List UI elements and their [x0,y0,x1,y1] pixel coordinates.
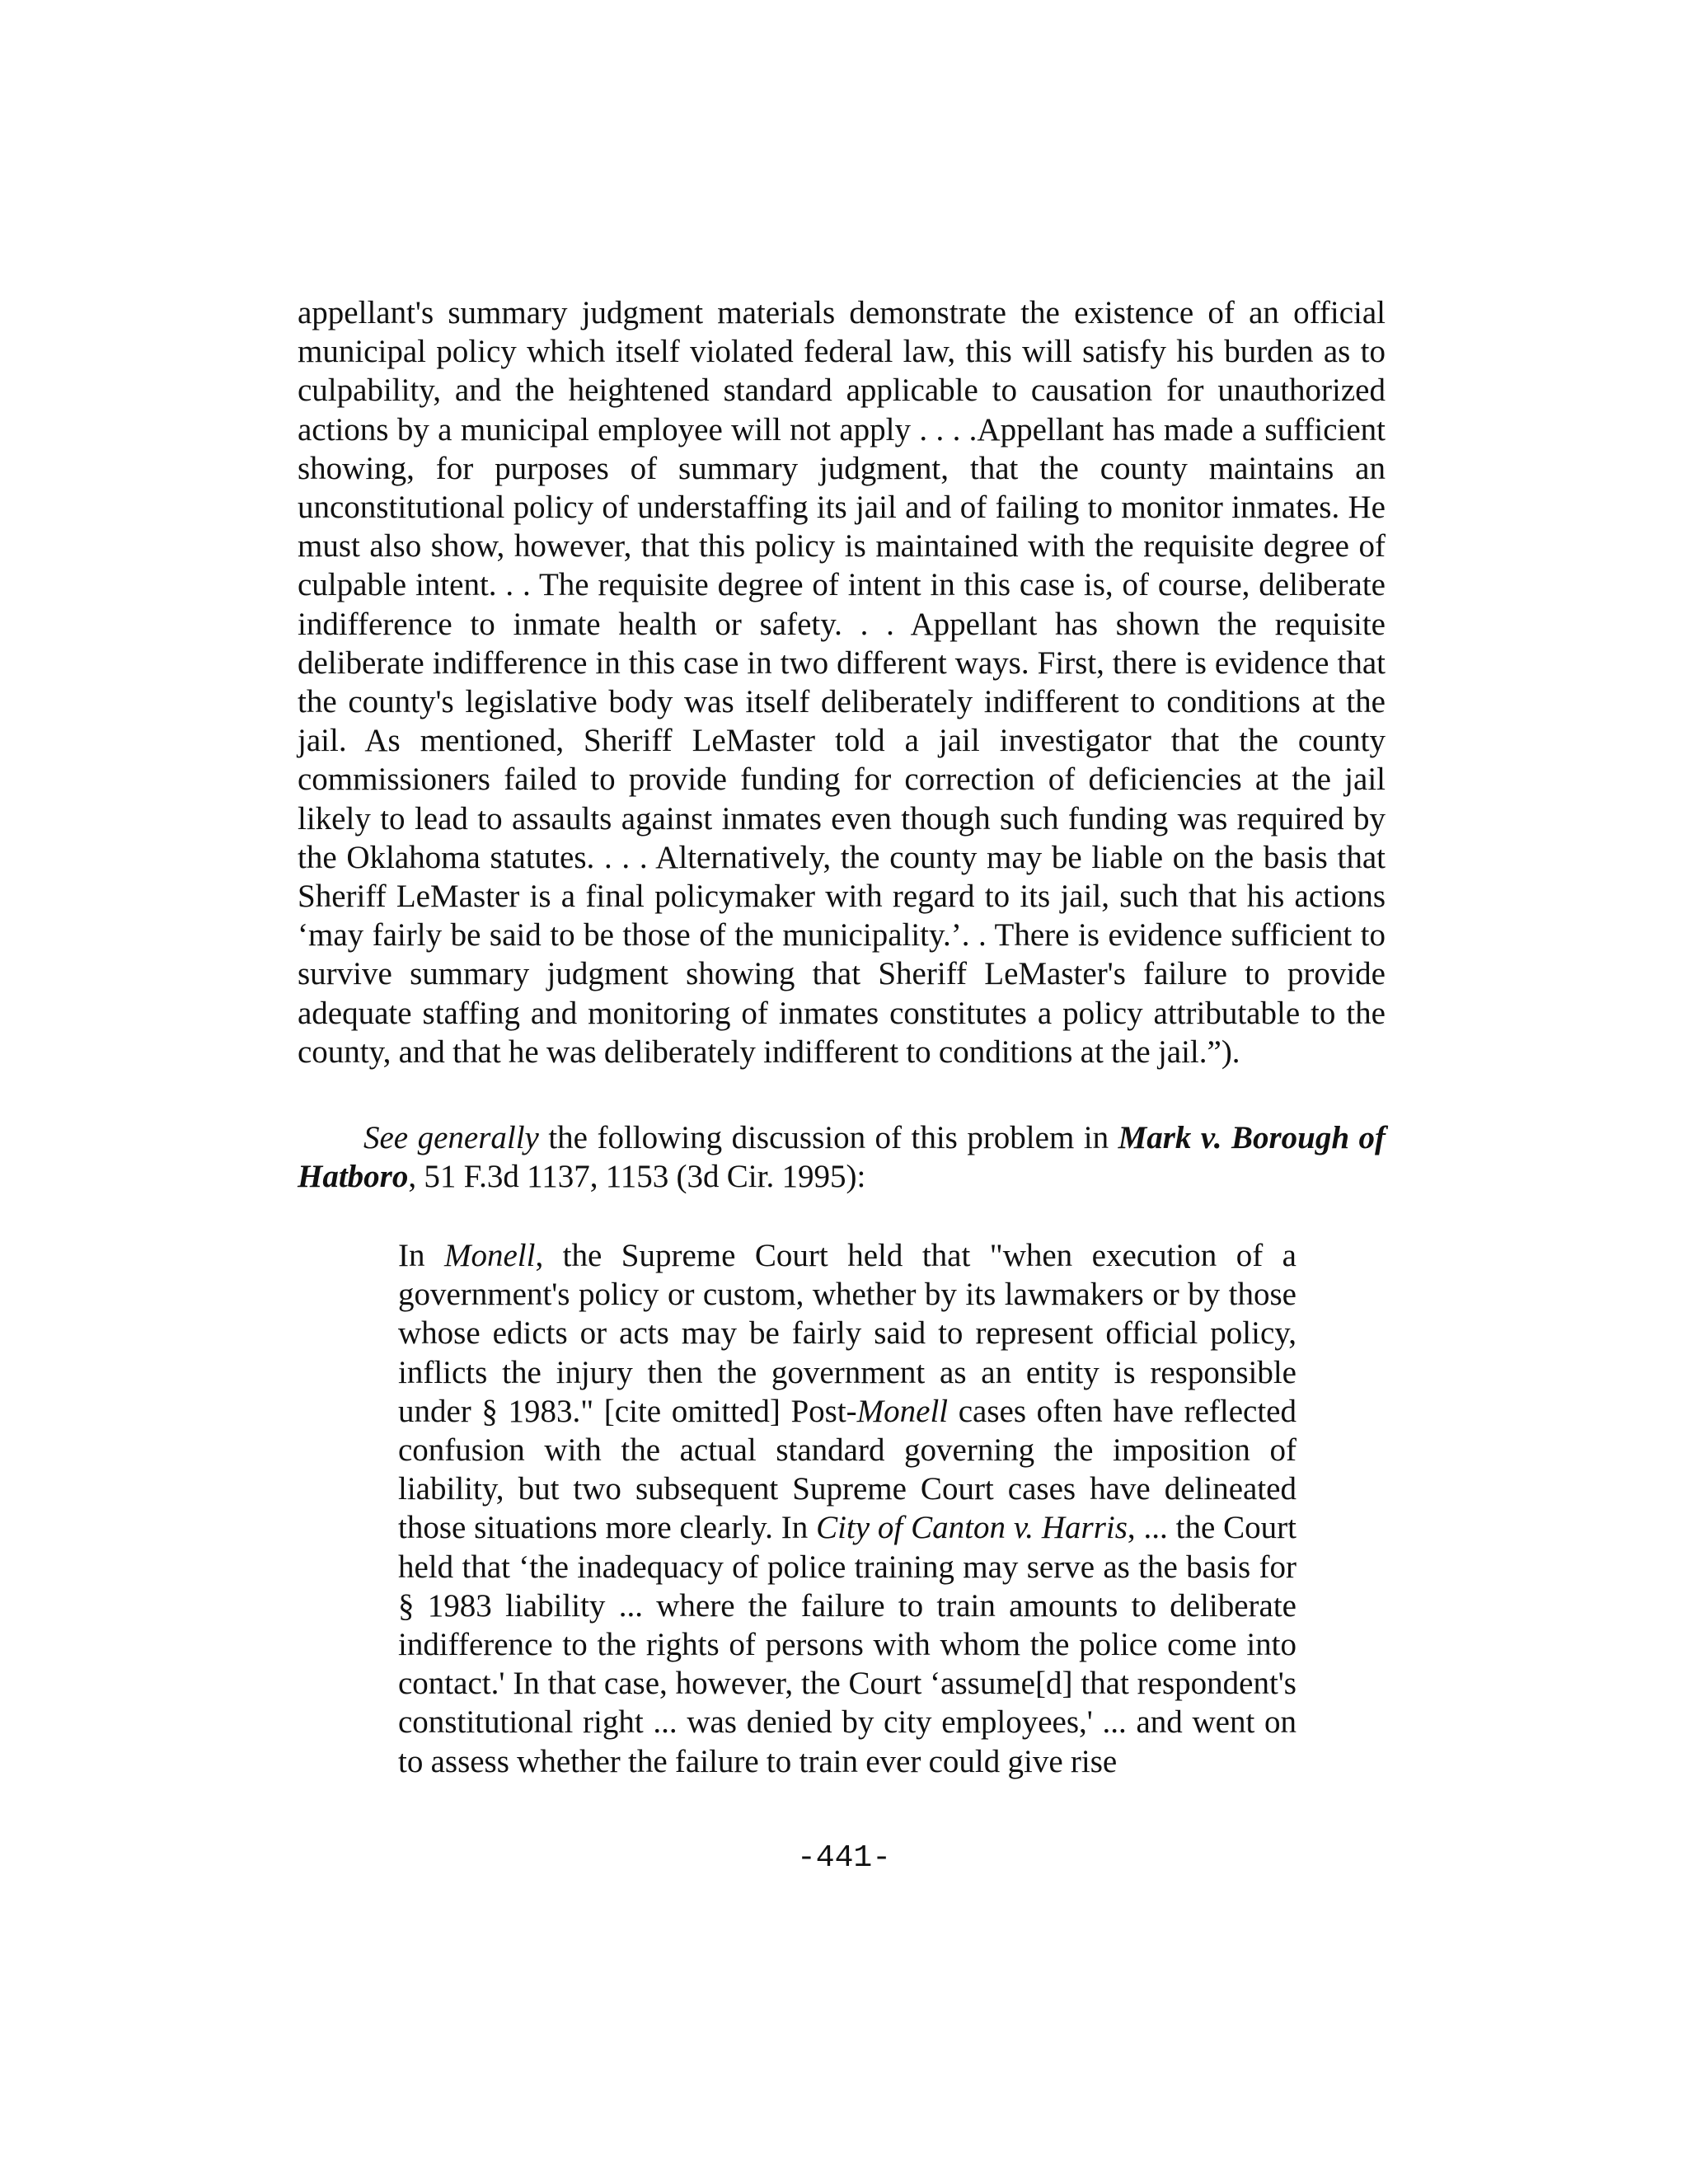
body-paragraph [298,293,1386,1071]
block-quote [398,1236,1296,1781]
case-reference-monell: Monell [856,1393,949,1429]
intro-text: the following discussion of this problem in [538,1120,1118,1155]
intro-paragraph [298,1118,1386,1196]
case-reference-monell: Monell [443,1238,536,1273]
quote-text: , the Supreme Court held that "when execution of a government's policy or custom, whether by its lawmakers or by those whose edicts or acts may be fairly said to represent official policy, inflicts the injury then the government as an entity is responsible under § 1983." [cite omitted] Post- [398,1238,1296,1429]
case-reference-canton: City of Canton v. Harris [816,1510,1128,1546]
signal-see-generally: See generally [363,1120,539,1155]
citation-text: , 51 F.3d 1137, 1153 (3d Cir. 1995): [408,1159,866,1195]
quote-text: cases often have reflected confusion with the actual standard governing the imposition of liability, but two subsequent Supreme Court cases have delineated those situations more clearly. In [398,1393,1296,1546]
paragraph-text: appellant's summary judgment materials demonstrate the existence of an official municipal policy which itself violated federal law, this will satisfy his burden as to culpability, and the heightened standard applicable to causation for unauthorized actions by a municipal employee will not apply . . . .Appellant has made a sufficient showing, for purposes of summary judgment, that the county maintains an unconstitutional policy of understaffing its jail and of failing to monitor inmates. He must also show, however, that this policy is maintained with the requisite degree of culpable intent. . . The requisite degree of intent in this case is, of course, deliberate indifference to inmate health or safety. . . Appellant has shown the requisite deliberate indifference in this case in two different ways. First, there is evidence that the county's legislative body was itself deliberately indifferent to conditions at the jail. As mentioned, Sheriff LeMaster told a jail investigator that the county commissioners failed to provide funding for correction of deficiencies at the jail likely to lead to assaults against inmates even though such funding was required by the Oklahoma statutes. . . . Alternatively, the county may be liable on the basis that Sheriff LeMaster is a final policymaker with regard to its jail, such that his actions ‘may fairly be said to be those of the municipality.’. . There is evidence sufficient to survive summary judgment showing that Sheriff LeMaster's failure to provide adequate staffing and monitoring of inmates constitutes a policy attributable to the county, and that he was deliberately indifferent to conditions at the jail.”). [298,295,1386,1070]
quote-text: , ... the Court held that ‘the inadequacy of police training may serve as the basis for § 1983 liability ... where the failure to train amounts to deliberate indifference to the rights of persons with whom the police come into contact.' In that case, however, the Court ‘assume[d] that respondent's constitutional right ... was denied by city employees,' ... and went on to assess whether the failure to train ever could give rise [398,1510,1296,1779]
quote-text: In [398,1238,444,1273]
case-name: Mark v. Borough of Hatboro [298,1120,1386,1195]
page-number: -441- [796,1840,892,1876]
